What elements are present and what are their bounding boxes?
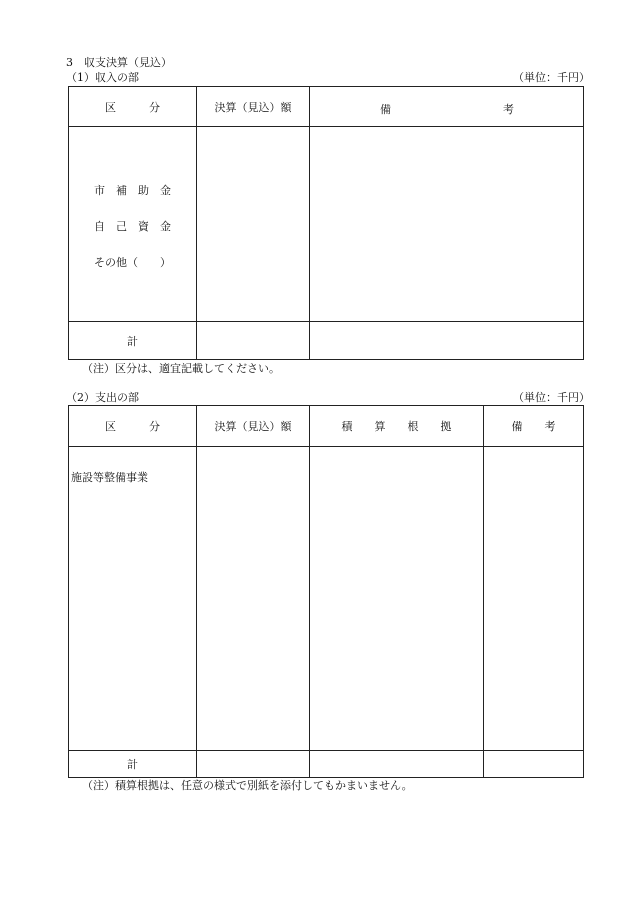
expense-table xyxy=(68,405,584,778)
section-title: 3 収支決算（見込） xyxy=(66,56,172,69)
income-category-cell xyxy=(69,127,197,322)
expense-header-remarks: 備 考 xyxy=(484,406,584,447)
income-header-category: 区 分 xyxy=(69,87,197,127)
expense-header-category: 区 分 xyxy=(69,406,197,447)
expense-total-label: 計 xyxy=(69,751,197,778)
expense-basis-cell[interactable] xyxy=(310,447,484,751)
income-remarks-cell[interactable] xyxy=(310,127,584,322)
income-item: その他（ ） xyxy=(94,256,171,269)
income-header-amount: 決算（見込）額 xyxy=(197,87,310,127)
income-header-remarks-left: 備 xyxy=(380,102,391,116)
income-unit: （単位：千円） xyxy=(513,71,590,84)
income-total-amount[interactable] xyxy=(197,322,310,360)
expense-remarks-cell[interactable] xyxy=(484,447,584,751)
expense-category-cell xyxy=(69,447,197,751)
expense-unit: （単位：千円） xyxy=(513,391,590,404)
income-note: （注）区分は、適宜記載してください。 xyxy=(82,362,280,375)
income-total-remarks[interactable] xyxy=(310,322,584,360)
expense-header-amount: 決算（見込）額 xyxy=(197,406,310,447)
expense-total-amount[interactable] xyxy=(197,751,310,778)
income-item: 市 補 助 金 xyxy=(94,184,171,197)
income-total-label: 計 xyxy=(69,322,197,360)
expense-header-basis: 積 算 根 拠 xyxy=(310,406,484,447)
income-amount-cell[interactable] xyxy=(197,127,310,322)
expense-item: 施設等整備事業 xyxy=(71,471,148,484)
income-item: 自 己 資 金 xyxy=(94,220,171,233)
income-title: （1）収入の部 xyxy=(66,71,139,84)
expense-amount-cell[interactable] xyxy=(197,447,310,751)
income-table xyxy=(68,86,584,360)
income-header-remarks xyxy=(310,87,584,127)
expense-note: （注）積算根拠は、任意の様式で別紙を添付してもかまいません。 xyxy=(82,779,413,792)
income-header-remarks-right: 考 xyxy=(503,102,514,116)
expense-title: （2）支出の部 xyxy=(66,391,139,404)
expense-total-remarks[interactable] xyxy=(484,751,584,778)
expense-total-basis[interactable] xyxy=(310,751,484,778)
